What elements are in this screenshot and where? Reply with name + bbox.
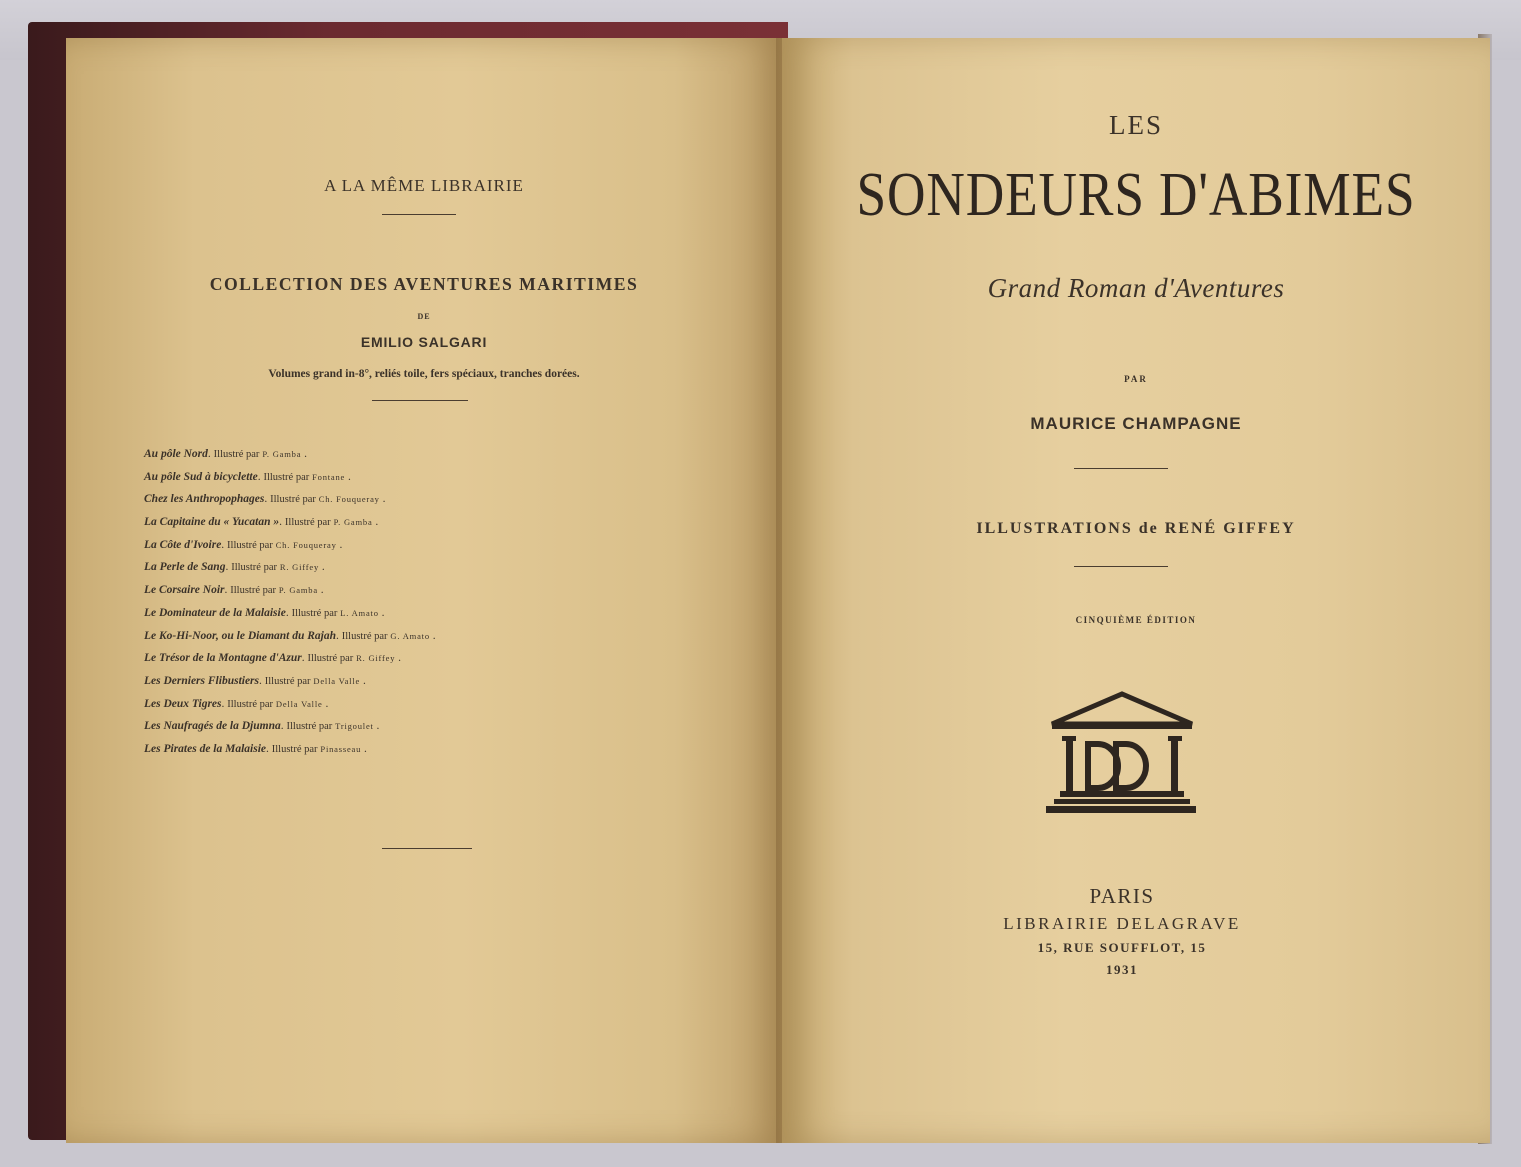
volume-note: Volumes grand in-8°, reliés toile, fers spéciaux, tranches dorées. [268,368,580,380]
rule [382,848,472,849]
left-page [66,38,782,1143]
publisher-name: LIBRAIRIE DELAGRAVE [1003,914,1241,933]
list-item: Au pôle Nord. Illustré par P. Gamba . [144,448,308,460]
title-list [144,448,436,766]
book-author: MAURICE CHAMPAGNE [1030,414,1242,433]
list-item: Les Pirates de la Malaisie. Illustré par Pinasseau . [144,742,367,755]
publisher-city: PARIS [1089,884,1155,908]
left-page-heading: A LA MÊME LIBRAIRIE [324,176,524,195]
by-label: PAR [1124,374,1148,384]
list-item: La Capitaine du « Yucatan ». Illustré par P. Gamba . [144,516,379,529]
book-title: SONDEURS D'ABIMES [856,161,1416,229]
book-subtitle: Grand Roman d'Aventures [987,273,1285,303]
illustrations-credit: ILLUSTRATIONS de RENÉ GIFFEY [976,520,1296,537]
rule [372,400,468,401]
rule [1074,566,1168,567]
list-item: Le Dominateur de la Malaisie. Illustré par L. Amato . [144,606,385,619]
publisher-address: 15, RUE SOUFFLOT, 15 [1037,940,1207,955]
right-page [782,38,1490,1143]
edition-label: CINQUIÈME ÉDITION [1075,615,1197,625]
list-item: Le Corsaire Noir. Illustré par P. Gamba . [144,584,324,597]
list-item: La Perle de Sang. Illustré par R. Giffey . [144,561,325,574]
list-item: Les Deux Tigres. Illustré par Della Valle . [144,697,329,710]
temple-dd-logo [1044,688,1200,820]
list-item: Chez les Anthropophages. Illustré par Ch. Fouqueray . [144,493,386,506]
publication-year: 1931 [1106,962,1138,977]
rule [382,214,456,215]
list-item: Les Naufragés de la Djumna. Illustré par Trigoulet . [144,720,380,733]
list-item: Au pôle Sud à bicyclette. Illustré par Fontane . [144,470,351,483]
rule [1074,468,1168,469]
list-item: Les Derniers Flibustiers. Illustré par Della Valle . [144,674,366,687]
title-les: LES [1108,110,1163,140]
list-item: La Côte d'Ivoire. Illustré par Ch. Fouqueray . [144,538,343,551]
collection-title: COLLECTION DES AVENTURES MARITIMES [209,274,639,294]
list-item: Le Ko-Hi-Noor, ou le Diamant du Rajah. Illustré par G. Amato . [144,629,436,642]
collection-de: DE [417,312,431,321]
collection-author: EMILIO SALGARI [360,334,488,350]
list-item: Le Trésor de la Montagne d'Azur. Illustré par R. Giffey . [144,652,402,665]
